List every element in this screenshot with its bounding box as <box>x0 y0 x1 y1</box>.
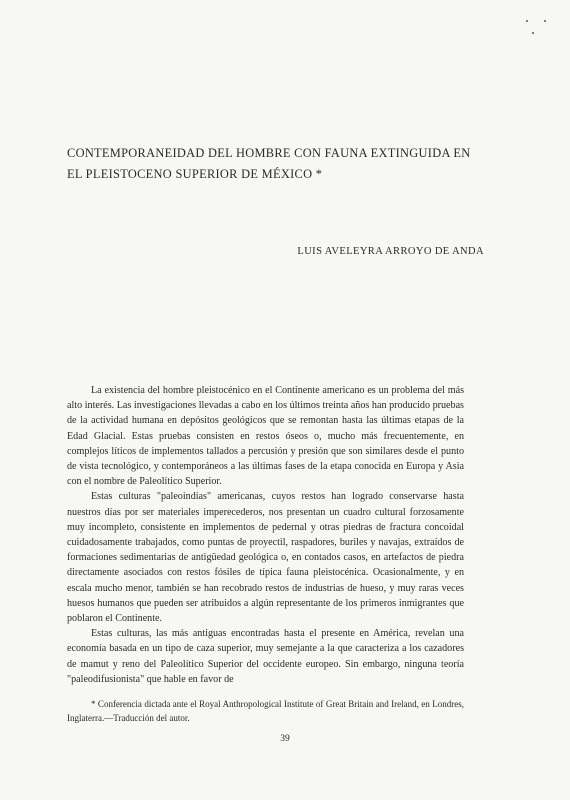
page-number: 39 <box>280 734 290 744</box>
paragraph: Estas culturas "paleoindias" americanas, cuyos restos han logrado conservarse hasta nuestros días por ser materiales imperecederos, nos presentan un cuadro cultural forzosamente muy incompleto, consistente en implementos de pedernal y otras piedras de fractura concoidal cuidadosamente trabajados, como puntas de proyectil, raspadores, buriles y navajas, extraídos de formaciones sedimentarias de antigüedad geológica o, en contados casos, en artefactos de piedra directamente asociados con restos fósiles de típica fauna pleistocénica. Ocasionalmente, y en escala mucho menor, también se han recobrado restos de industrias de hueso, y muy raras veces huesos humanos que pueden ser atribuidos a algún representante de los primeros inmigrantes que poblaron el Continente. <box>67 491 464 625</box>
footnote <box>67 698 464 725</box>
article-body <box>67 383 464 687</box>
paragraph: Estas culturas, las más antiguas encontradas hasta el presente en América, revelan una economía basada en un tipo de caza superior, muy semejante a la que caracteriza a los cazadores de mamut y reno del Paleolítico Superior del occidente europeo. Sin embargo, ninguna teoría "paleodifusionista" que hable en favor de <box>67 628 464 685</box>
author-name: LUIS AVELEYRA ARROYO DE ANDA <box>297 246 484 257</box>
paragraph: La existencia del hombre pleistocénico en el Continente americano es un problema del más alto interés. Las investigaciones llevadas a cabo en los últimos treinta años han producido pruebas de la actividad humana en depósitos geológicos que se remontan hasta las últimas etapas de la Edad Glacial. Estas pruebas consisten en restos óseos o, mucho más frecuentemente, en complejos líticos de implementos tallados a percusión y presión que son similares desde el punto de vista tecnológico, y contemporáneos a las últimas fases de la etapa conocida en Europa y Asia con el nombre de Paleolítico Superior. <box>67 385 464 488</box>
footnote-text: * Conferencia dictada ante el Royal Anthropological Institute of Great Britain and Ireland, en Londres, Inglaterra.—Traducción del autor. <box>67 699 464 723</box>
title-line-1: CONTEMPORANEIDAD DEL HOMBRE CON FAUNA EXTINGUIDA EN <box>67 146 471 160</box>
article-title <box>67 143 487 185</box>
title-line-2: EL PLEISTOCENO SUPERIOR DE MÉXICO * <box>67 167 323 181</box>
page-speck-marks <box>522 18 552 38</box>
